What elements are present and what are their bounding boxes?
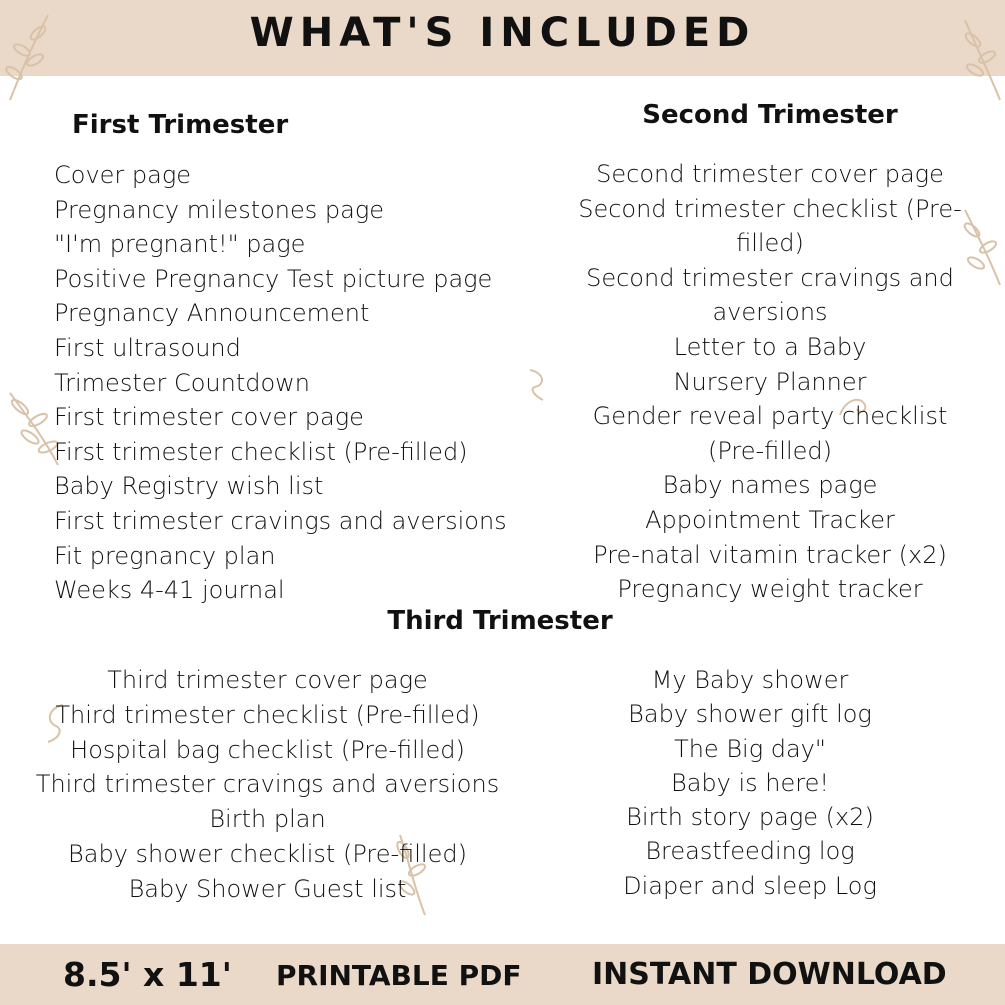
leaf-sprig-icon (0, 5, 60, 105)
list-item: First trimester cover page (54, 403, 364, 432)
page-title: WHAT'S INCLUDED (249, 10, 756, 56)
list-item: First trimester cravings and aversions (54, 506, 507, 535)
list-item: Birth plan (209, 805, 326, 834)
list-item: Birth story page (x2) (626, 803, 874, 832)
format-label: PRINTABLE PDF (276, 959, 522, 992)
first-trimester-heading: First Trimester (72, 110, 289, 140)
leaf-sprig-icon (945, 15, 1005, 105)
list-item: Diaper and sleep Log (623, 871, 877, 900)
list-item: Breastfeeding log (645, 837, 855, 866)
list-item: Pregnancy weight tracker (617, 575, 923, 604)
second-trimester-list (575, 157, 965, 607)
list-item: Weeks 4-41 journal (54, 576, 285, 605)
list-item: Cover page (54, 161, 192, 189)
list-item: Second trimester cover page (596, 160, 944, 188)
list-item: Baby shower checklist (Pre-filled) (68, 839, 467, 868)
third-trimester-list-right (595, 663, 905, 903)
first-trimester-list (54, 158, 507, 608)
list-item: Baby names page (662, 471, 878, 500)
list-item: Gender reveal party checklist (Pre-filled) (592, 402, 948, 465)
list-item: Third trimester cover page (107, 666, 428, 694)
list-item: Fit pregnancy plan (54, 541, 276, 570)
list-item: Baby is here! (671, 768, 829, 797)
list-item: Baby shower gift log (628, 700, 872, 729)
second-trimester-heading: Second Trimester (642, 100, 898, 130)
page-size-label: 8.5' x 11' (63, 955, 232, 994)
list-item: The Big day" (674, 734, 826, 763)
list-item: Pregnancy milestones page (54, 195, 385, 224)
list-item: Baby Registry wish list (54, 472, 324, 501)
third-trimester-heading: Third Trimester (387, 606, 613, 636)
list-item: Letter to a Baby (673, 332, 867, 361)
list-item: Nursery Planner (673, 367, 867, 396)
list-item: "I'm pregnant!" page (54, 230, 306, 259)
list-item: Third trimester checklist (Pre-filled) (55, 700, 480, 729)
list-item: My Baby shower (651, 666, 849, 694)
list-item: Hospital bag checklist (Pre-filled) (70, 735, 465, 764)
list-item: Second trimester checklist (Pre-filled) (578, 194, 962, 258)
list-item: Trimester Countdown (54, 368, 311, 397)
third-trimester-list-left (30, 663, 505, 907)
list-item: Baby Shower Guest list (128, 874, 407, 903)
list-item: Pre-natal vitamin tracker (x2) (593, 540, 947, 569)
list-item: First ultrasound (54, 333, 241, 362)
swirl-icon (525, 365, 555, 405)
delivery-label: INSTANT DOWNLOAD (592, 957, 947, 992)
list-item: Appointment Tracker (645, 505, 895, 534)
list-item: First trimester checklist (Pre-filled) (54, 437, 468, 466)
list-item: Third trimester cravings and aversions (35, 770, 500, 799)
list-item: Positive Pregnancy Test picture page (54, 264, 493, 293)
list-item: Pregnancy Announcement (54, 299, 370, 328)
list-item: Second trimester cravings and aversions (586, 263, 954, 327)
